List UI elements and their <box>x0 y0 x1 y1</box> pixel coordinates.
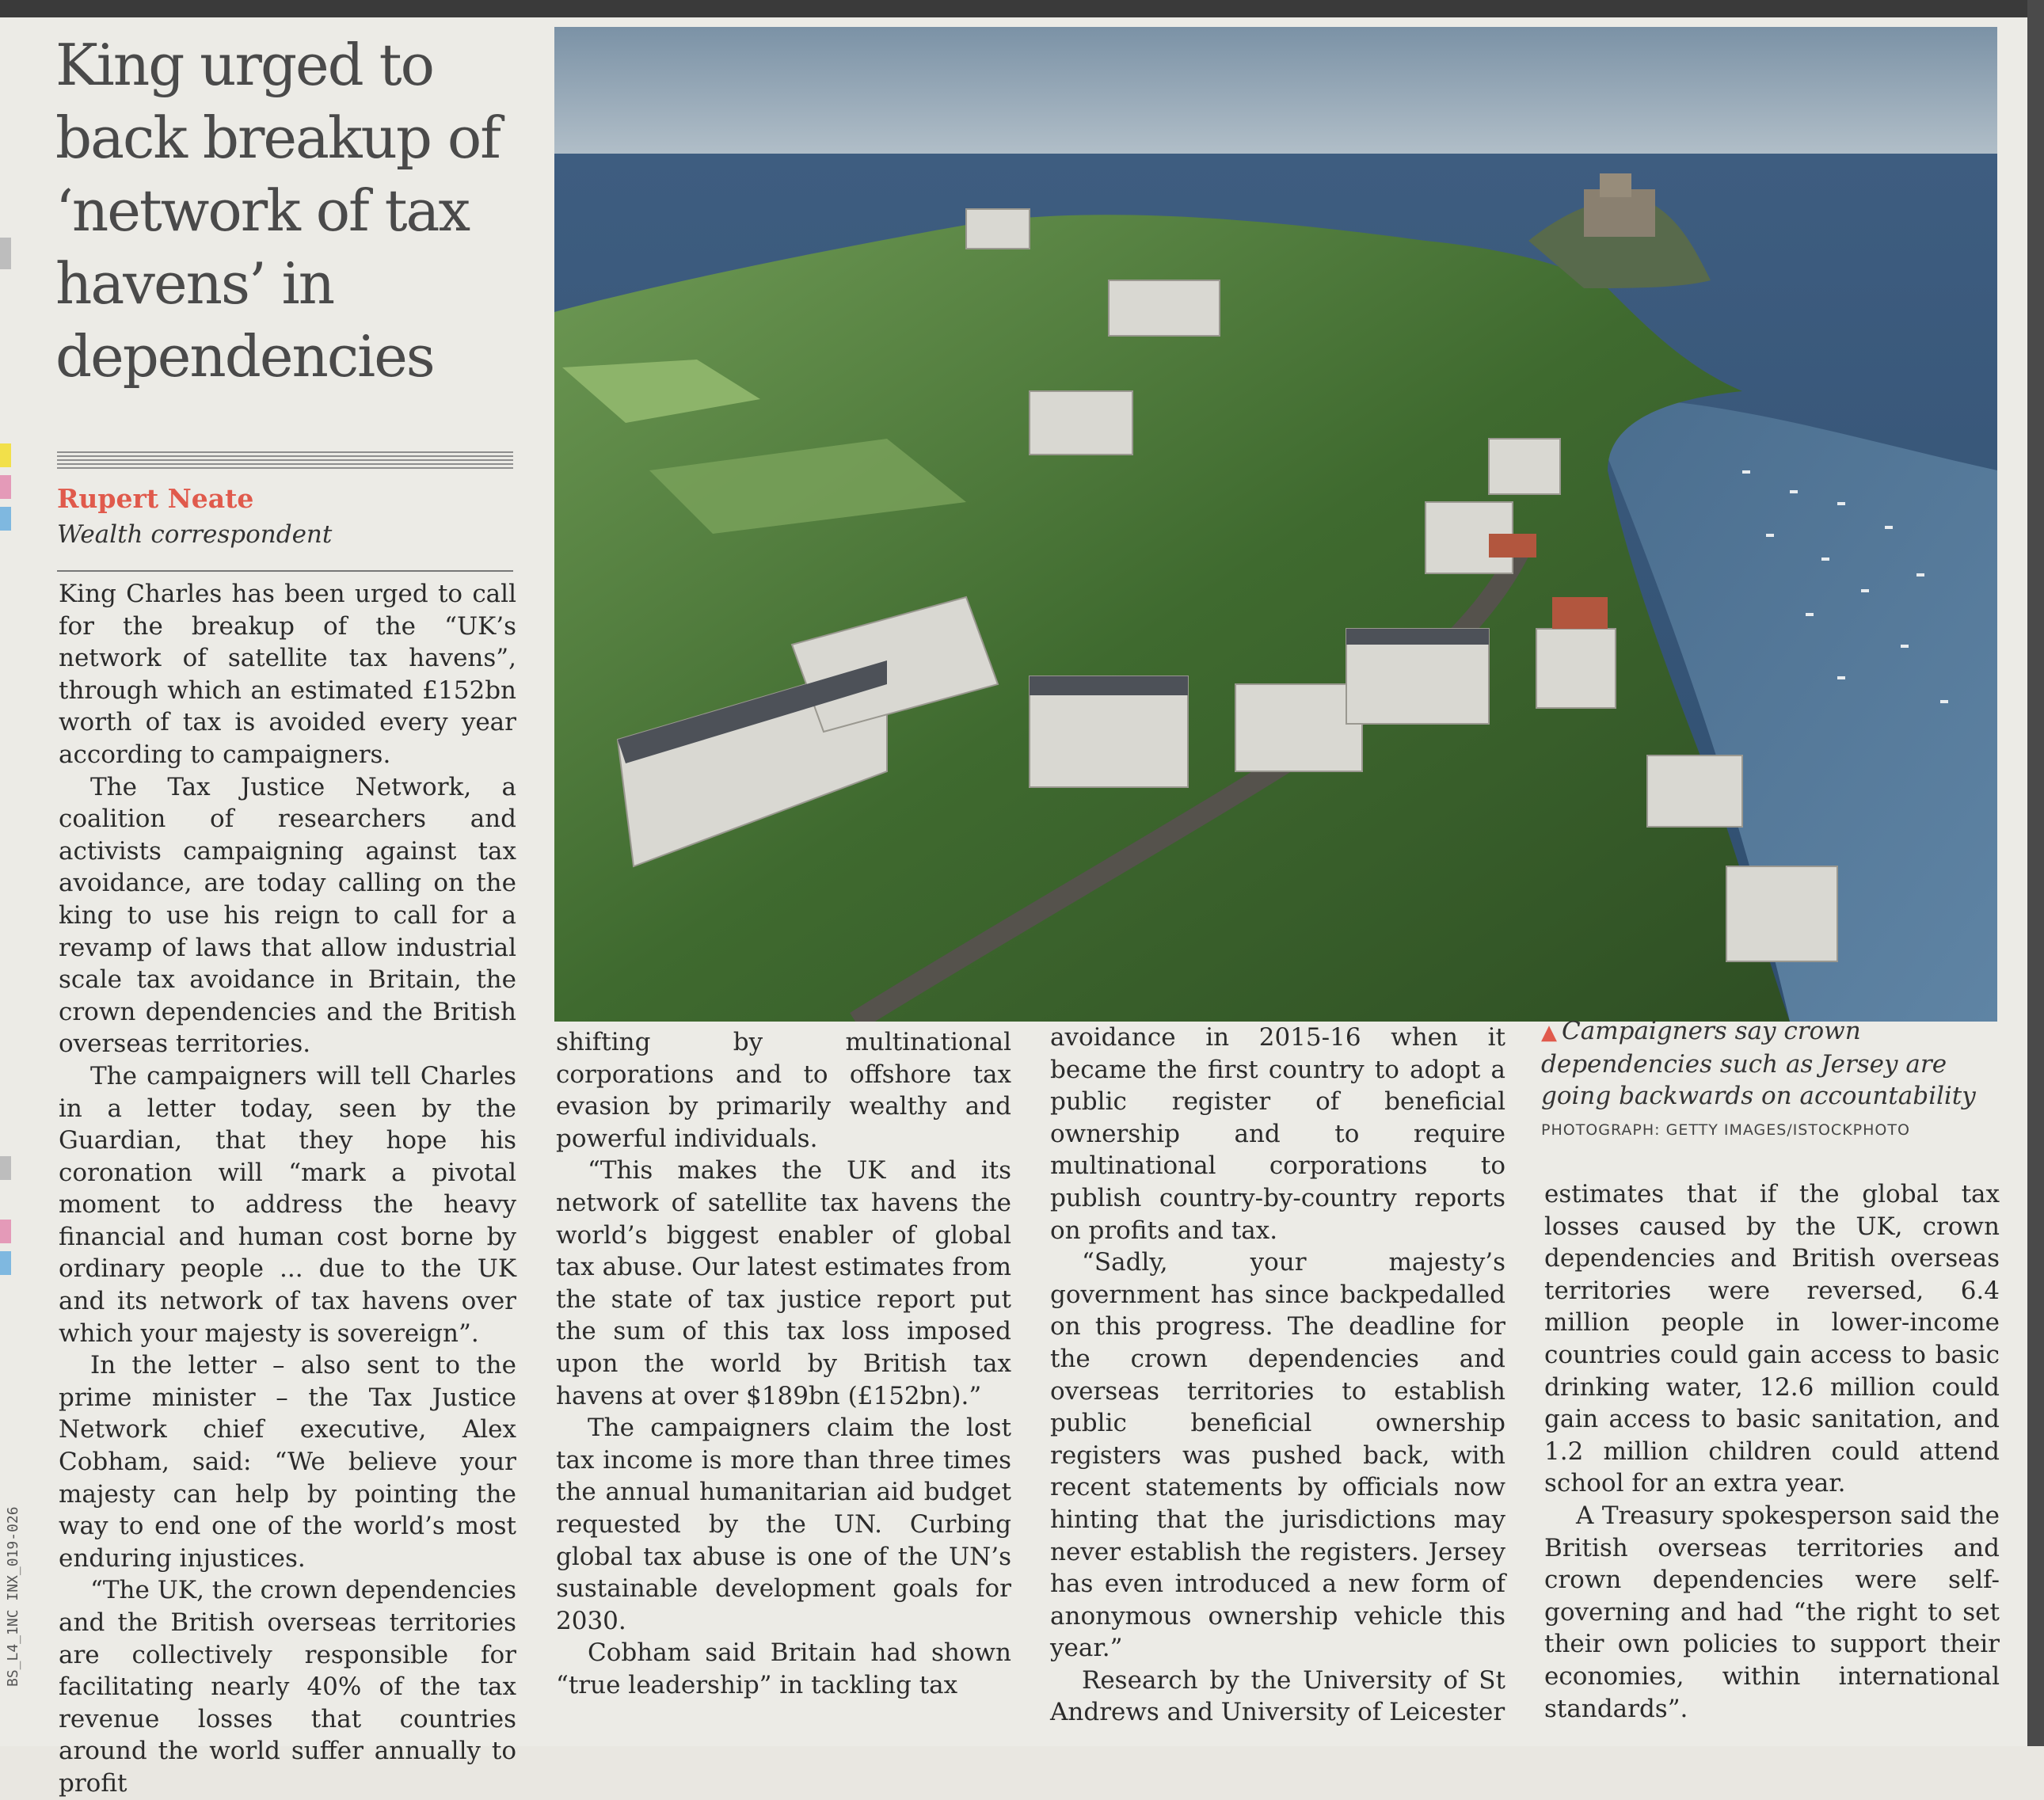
registration-mark <box>0 475 11 499</box>
registration-mark <box>0 443 11 467</box>
paragraph: “Sadly, your majesty’s government has since backpedalled on this progress. The deadline for the crown dependencies and overseas territories to establish public beneficial ownership registers was pushed back, with recent statements by officials now hinting that the jurisdictions may never establish the registers. Jersey has even introduced a new form of anonymous ownership vehicle this year.” <box>1050 1248 1505 1663</box>
paragraph: shifting by multinational corporations and to offshore tax evasion by primarily wealthy and powerful individuals. <box>556 1028 1011 1153</box>
paragraph: A Treasury spokesperson said the British overseas territories and crown dependencies were self-governing and had “the right to set their own policies to support their economies, within international standards”. <box>1544 1501 2000 1723</box>
photo-credit: PHOTOGRAPH: GETTY IMAGES/ISTOCKPHOTO <box>1541 1121 1910 1139</box>
paragraph: In the letter – also sent to the prime minister – the Tax Justice Network chief executive, Alex Cobham, said: “We believe your majesty can help by pointing the way to end one of the world’s most enduring injustices. <box>59 1351 516 1573</box>
byline-rule <box>57 570 513 572</box>
print-code: BS_L4_1NC INX_019-026 <box>5 1506 21 1687</box>
paragraph: The campaigners will tell Charles in a letter today, seen by the Guardian, that they hope his coronation will “mark a pivotal moment to address the heavy financial and human cost borne by ordinary people ... due to the UK and its network of tax havens over which your majesty is sovereign”. <box>59 1061 516 1348</box>
caption-text: Campaigners say crown dependencies such as Jersey are going backwards on accountability <box>1541 1017 1976 1110</box>
headline-rules <box>57 451 513 469</box>
scan-top-edge <box>0 0 2044 17</box>
photo-caption <box>1541 1015 2000 1139</box>
article-column-1 <box>59 578 516 1800</box>
registration-mark <box>0 238 11 269</box>
author-role: Wealth correspondent <box>57 520 333 549</box>
paragraph: The campaigners claim the lost tax income is more than three times the annual humanitarian aid budget requested by the UN. Curbing global tax abuse is one of the UN’s sustainable development goals for 2030. <box>556 1414 1011 1635</box>
paragraph: King Charles has been urged to call for the breakup of the “UK’s network of satellite tax havens”, through which an estimated £152bn worth of tax is avoided every year according to campaigners. <box>59 580 516 769</box>
registration-mark <box>0 1251 11 1275</box>
author-name: Rupert Neate <box>57 483 254 514</box>
paragraph: Research by the University of St Andrews and University of Leicester <box>1050 1665 1505 1727</box>
registration-mark <box>0 1220 11 1243</box>
jersey-aerial-photo <box>554 27 1997 1022</box>
paragraph: “The UK, the crown dependencies and the British overseas territories are collectively responsible for facilitating nearly 40% of the tax revenue losses that countries around the world suffer annually to profit <box>59 1576 516 1798</box>
paragraph: The Tax Justice Network, a coalition of researchers and activists campaigning against tax avoidance, are today calling on the king to use his reign to call for a revamp of laws that allow industrial scale tax avoidance in Britain, the crown dependencies and the British overseas territories. <box>59 772 516 1059</box>
triangle-up-icon: ▲ <box>1541 1021 1557 1045</box>
paragraph: estimates that if the global tax losses caused by the UK, crown dependencies and British overseas territories were reversed, 6.4 million people in lower-income countries could gain access to basic drinking water, 12.6 million could gain access to basic sanitation, and 1.2 million children could attend school for an extra year. <box>1544 1180 2000 1498</box>
scan-right-edge <box>2027 0 2044 1746</box>
article-column-4 <box>1544 1178 2000 1725</box>
paragraph: “This makes the UK and its network of satellite tax havens the world’s biggest enabler of global tax abuse. Our latest estimates from the state of tax justice report put the sum of this tax loss imposed upon the world by British tax havens at over $189bn (£152bn).” <box>556 1156 1011 1410</box>
paragraph: Cobham said Britain had shown “true leadership” in tackling tax <box>556 1638 1011 1699</box>
headline: King urged to back breakup of ‘network of tax havens’ in dependencies <box>55 32 500 390</box>
paragraph: avoidance in 2015-16 when it became the first country to adopt a public register of beneficial ownership and to require multinational corporations to publish country-by-country reports on profits and tax. <box>1050 1023 1505 1245</box>
byline <box>57 483 513 549</box>
registration-mark <box>0 507 11 531</box>
registration-mark <box>0 1156 11 1180</box>
article-column-3 <box>1050 1022 1505 1729</box>
article-column-2 <box>556 1026 1011 1701</box>
